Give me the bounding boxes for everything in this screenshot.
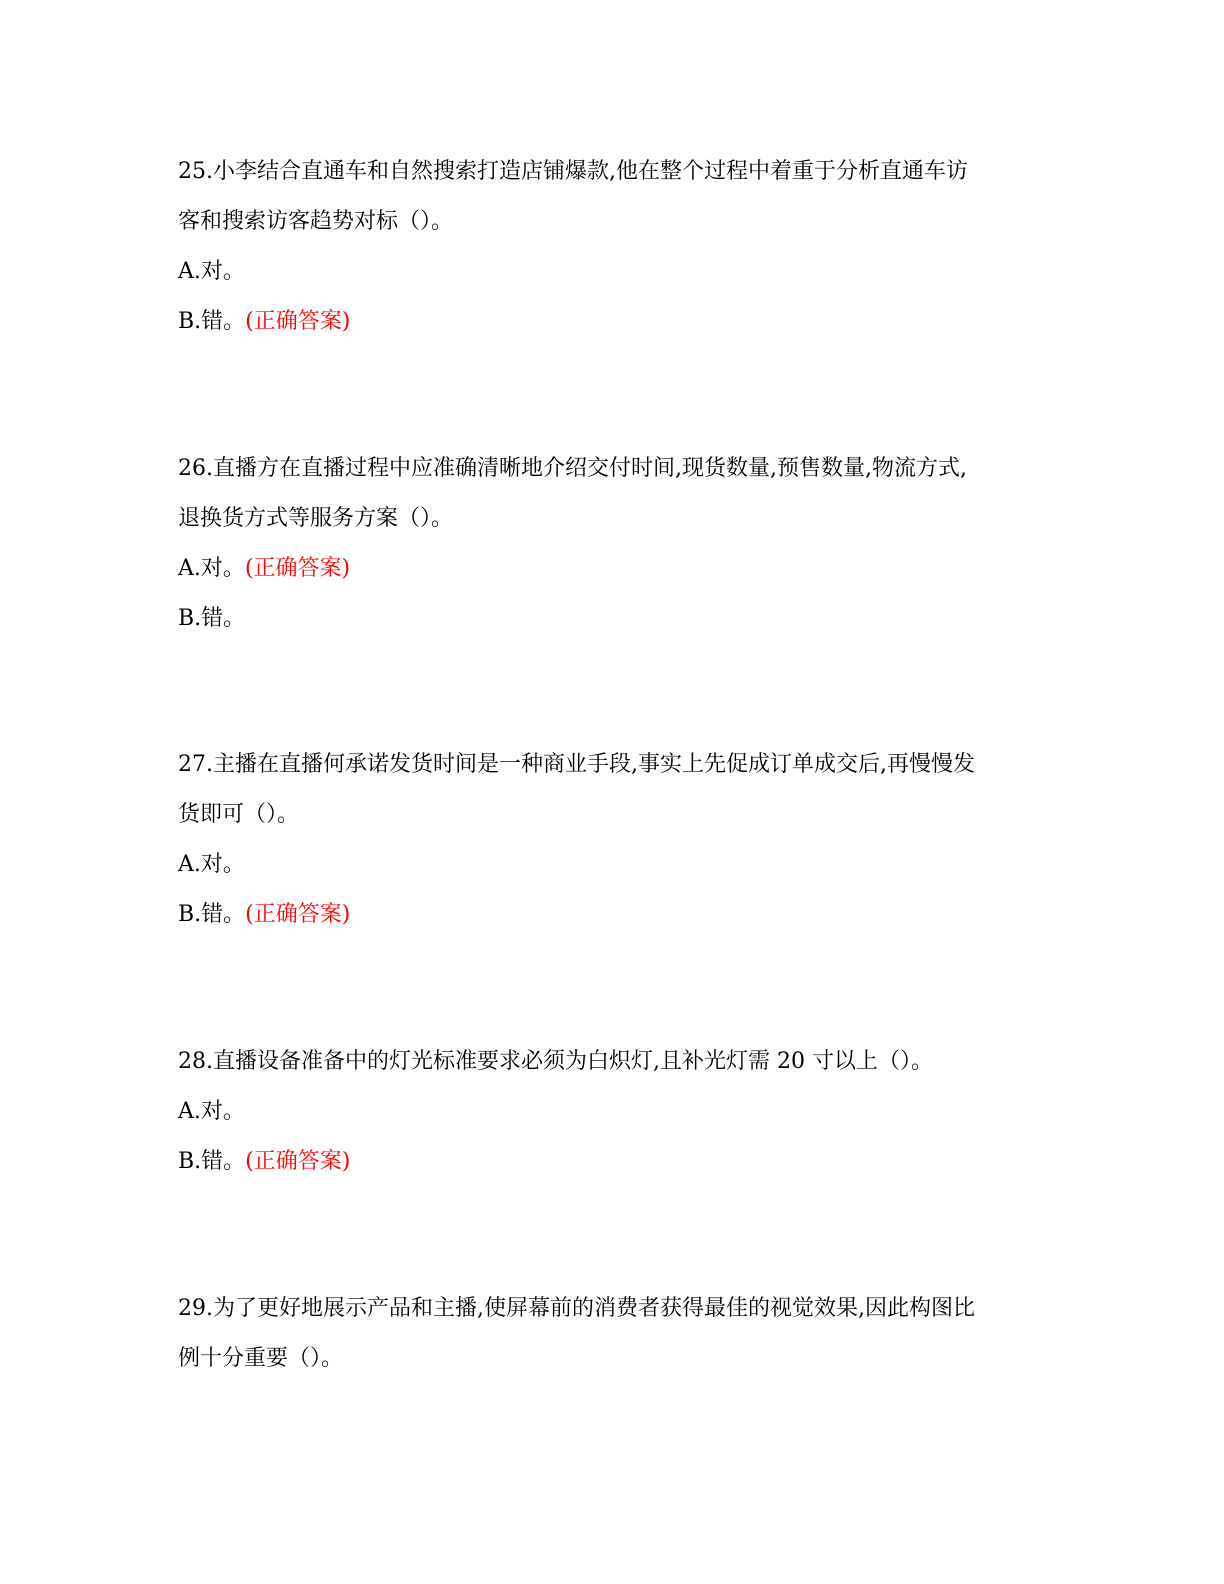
correct-answer-tag: (正确答案) xyxy=(245,1149,351,1174)
correct-answer-tag: (正确答案) xyxy=(244,556,351,581)
question-text-line: 货即可（）。 xyxy=(178,802,300,827)
question-28 xyxy=(178,1037,1048,1187)
question-26 xyxy=(178,444,1048,644)
option-text: A.对。 xyxy=(178,1099,245,1124)
option-text: B.错。 xyxy=(178,1149,246,1174)
question-text-line: 退换货方式等服务方案（）。 xyxy=(178,506,454,531)
question-25 xyxy=(178,147,1048,347)
question-text-line: 例十分重要（）。 xyxy=(178,1346,344,1371)
question-text-line: 29.为了更好地展示产品和主播,使屏幕前的消费者获得最佳的视觉效果,因此构图比 xyxy=(178,1296,975,1321)
question-text-line: 27.主播在直播何承诺发货时间是一种商业手段,事实上先促成订单成交后,再慢慢发 xyxy=(178,752,975,777)
question-text-line: 客和搜索访客趋势对标（）。 xyxy=(178,209,454,234)
question-text-line: 25.小李结合直通车和自然搜索打造店铺爆款,他在整个过程中着重于分析直通车访 xyxy=(178,159,968,184)
option-a xyxy=(178,1087,1048,1137)
option-text: A.对。 xyxy=(178,259,245,284)
option-a xyxy=(178,544,1048,594)
option-text: A.对。 xyxy=(178,852,245,877)
option-b xyxy=(178,297,1048,347)
option-text: A.对。 xyxy=(178,556,245,581)
correct-answer-tag: (正确答案) xyxy=(245,902,351,927)
option-text: B.错。 xyxy=(178,902,246,927)
option-text: B.错。 xyxy=(178,309,246,334)
option-b xyxy=(178,890,1048,940)
question-27 xyxy=(178,740,1048,940)
question-text-line: 28.直播设备准备中的灯光标准要求必须为白炽灯,且补光灯需 20 寸以上（）。 xyxy=(178,1049,933,1074)
correct-answer-tag: (正确答案) xyxy=(245,309,351,334)
option-a xyxy=(178,840,1048,890)
option-a xyxy=(178,247,1048,297)
option-b xyxy=(178,594,1048,644)
question-29 xyxy=(178,1284,1048,1384)
question-text-line: 26.直播方在直播过程中应准确清晰地介绍交付时间,现货数量,预售数量,物流方式, xyxy=(178,456,967,481)
option-b xyxy=(178,1137,1048,1187)
option-text: B.错。 xyxy=(178,606,246,631)
